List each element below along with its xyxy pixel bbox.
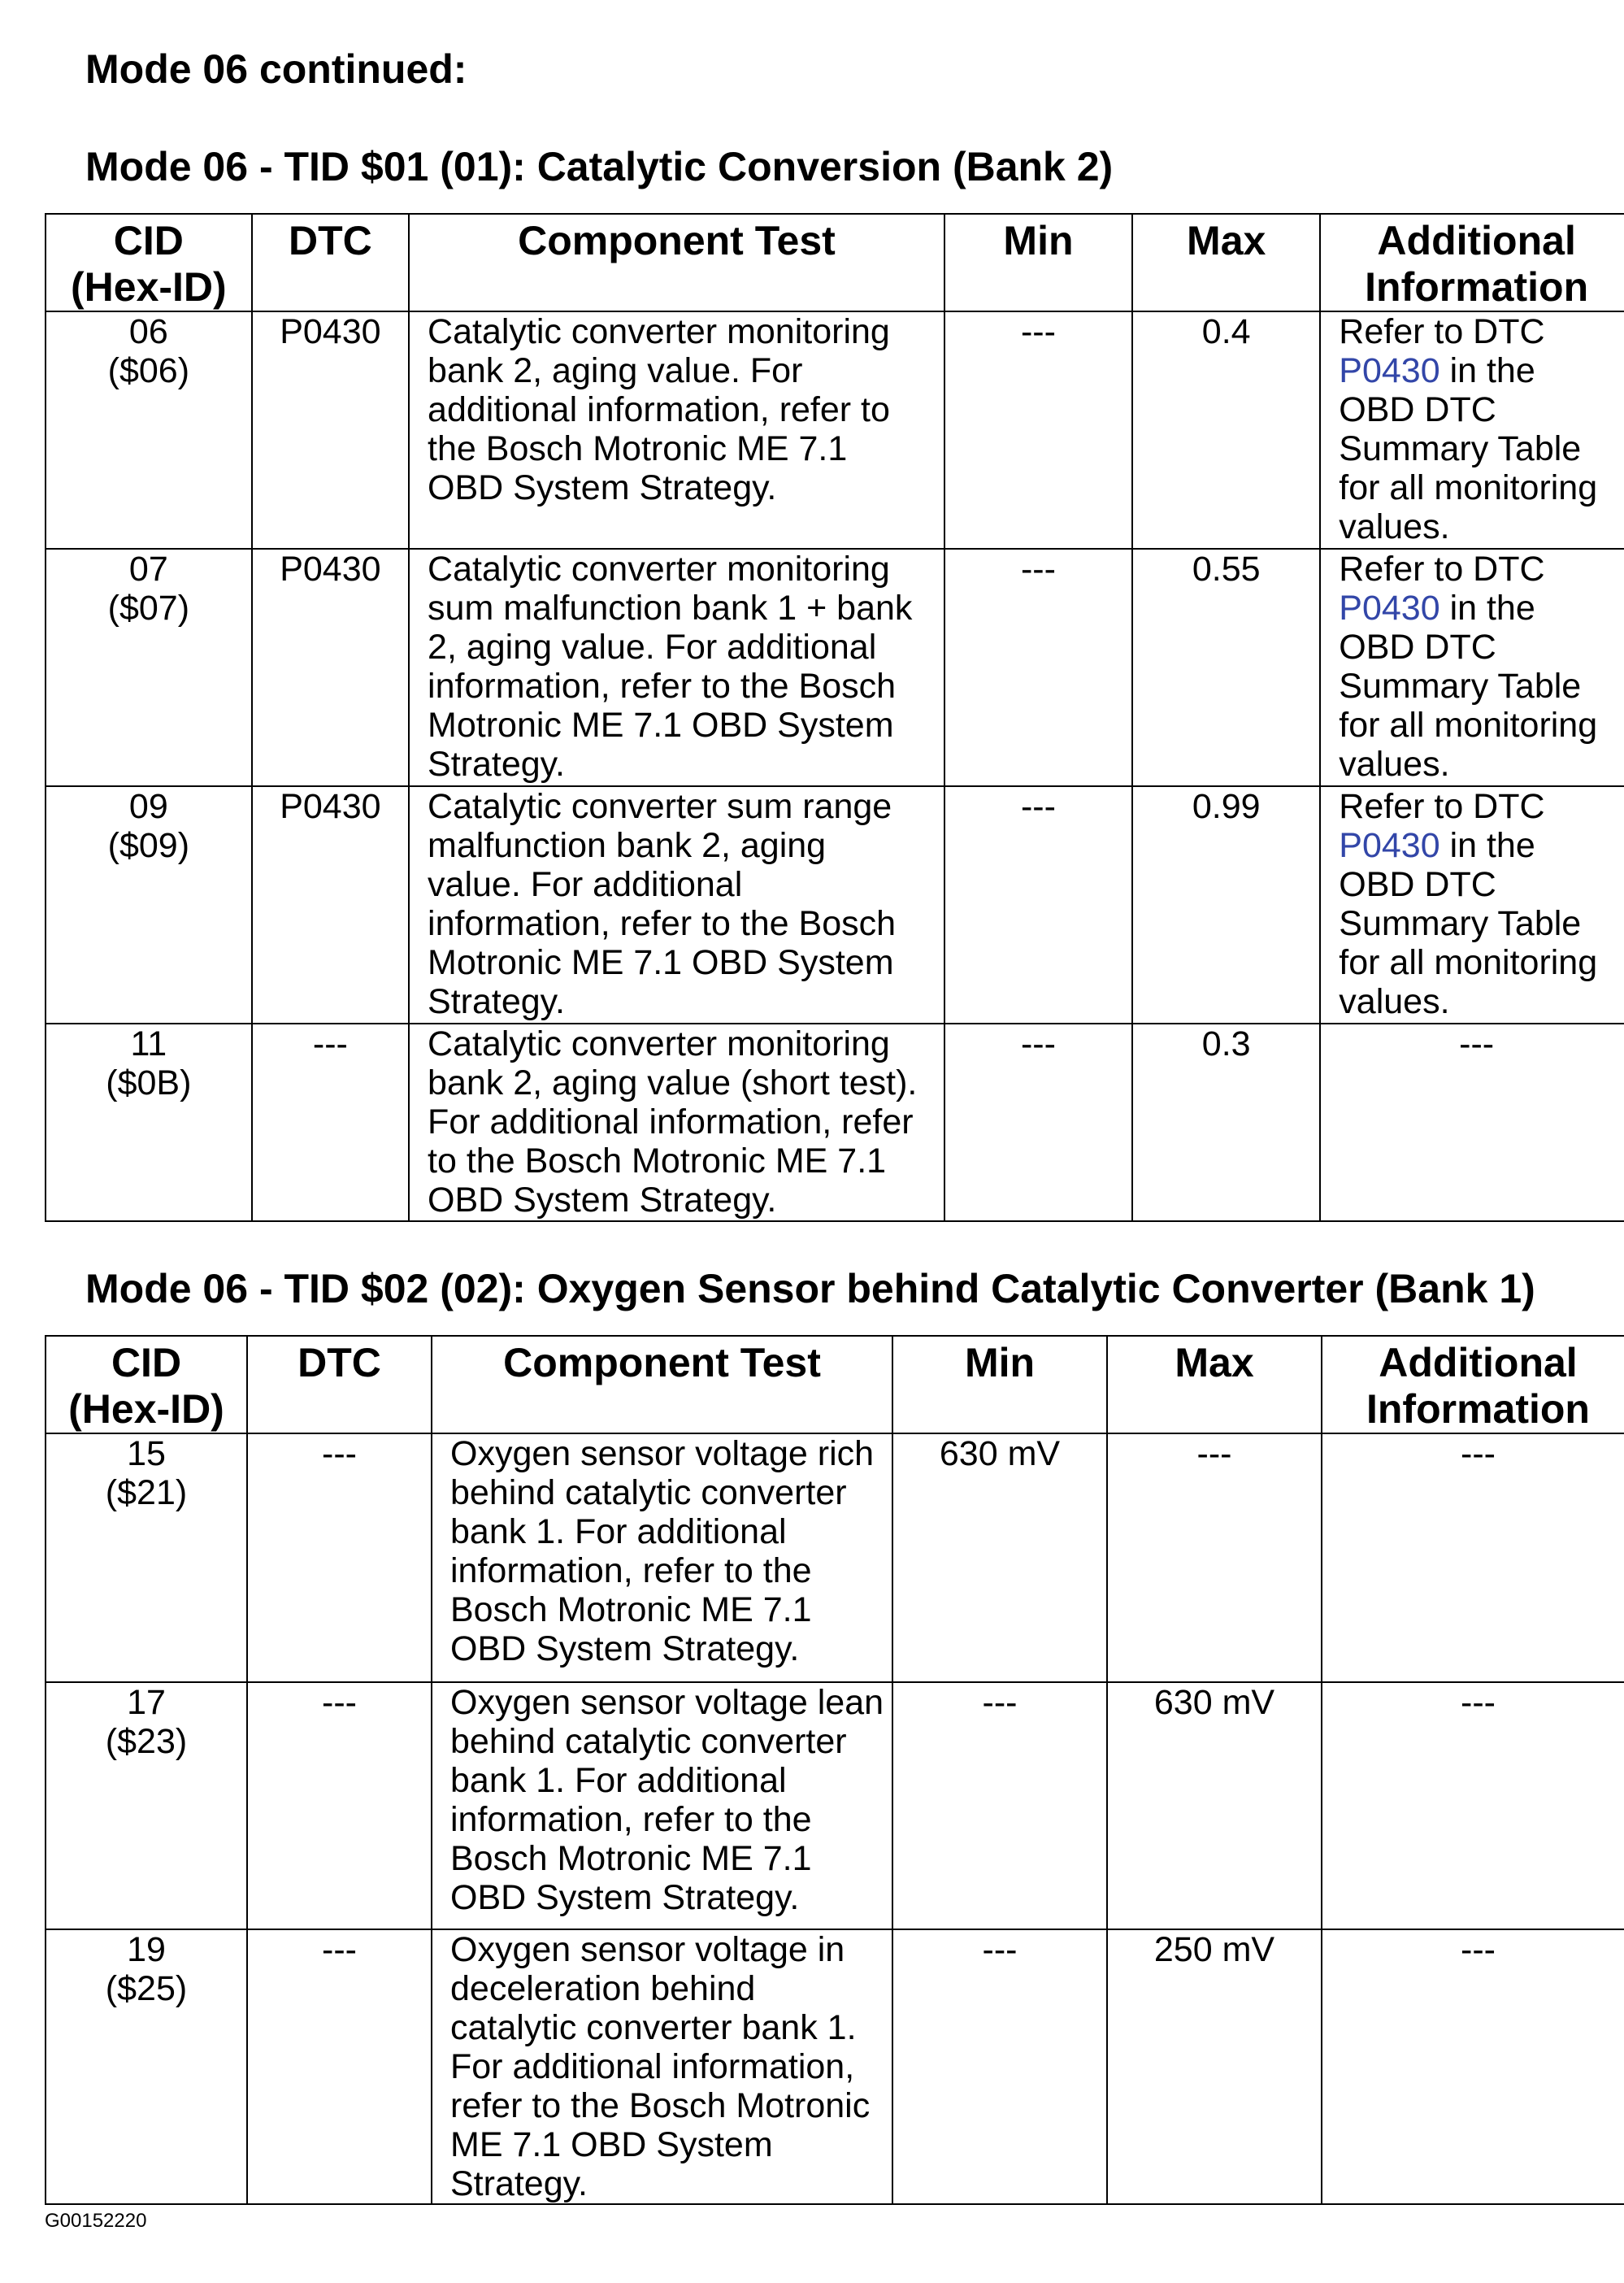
min-cell: 630 mV bbox=[892, 1433, 1107, 1682]
cid-cell: 06 ($06) bbox=[46, 311, 252, 549]
cid-cell: 09 ($09) bbox=[46, 786, 252, 1024]
min-cell: --- bbox=[944, 549, 1132, 786]
additional-info-cell: --- bbox=[1322, 1433, 1624, 1682]
min-cell: --- bbox=[892, 1929, 1107, 2204]
additional-info-cell: --- bbox=[1320, 1024, 1624, 1221]
component-test-cell: Catalytic converter monitoring bank 2, aging value (short test). For additional information, refer to the Bosch Motronic ME 7.1 OBD System Strategy. bbox=[409, 1024, 944, 1221]
catalytic-conversion-table bbox=[45, 213, 1624, 1222]
max-cell: 0.99 bbox=[1132, 786, 1320, 1024]
max-cell: --- bbox=[1107, 1433, 1322, 1682]
dtc-cell: --- bbox=[247, 1682, 432, 1929]
dtc-cell: P0430 bbox=[252, 786, 409, 1024]
dtc-cell: --- bbox=[252, 1024, 409, 1221]
cid-cell: 19 ($25) bbox=[46, 1929, 247, 2204]
max-cell: 0.4 bbox=[1132, 311, 1320, 549]
dtc-cell: --- bbox=[247, 1929, 432, 2204]
header-component-test: Component Test bbox=[409, 214, 944, 311]
cid-cell: 17 ($23) bbox=[46, 1682, 247, 1929]
header-additional-information: Additional Information bbox=[1320, 214, 1624, 311]
additional-info-cell: Refer to DTC P0430 in the OBD DTC Summary Table for all monitoring values. bbox=[1320, 786, 1624, 1024]
table-header-row bbox=[46, 214, 1624, 311]
table-header-row bbox=[46, 1336, 1624, 1433]
table-row bbox=[46, 786, 1624, 1024]
dtc-p0430-link[interactable]: P0430 bbox=[1339, 826, 1440, 865]
table-row bbox=[46, 549, 1624, 786]
max-cell: 0.3 bbox=[1132, 1024, 1320, 1221]
additional-info-cell: --- bbox=[1322, 1682, 1624, 1929]
header-dtc: DTC bbox=[247, 1336, 432, 1433]
component-test-cell: Oxygen sensor voltage in deceleration behind catalytic converter bank 1. For additional information, refer to the Bosch Motronic ME 7.1 OBD System Strategy. bbox=[432, 1929, 892, 2204]
max-cell: 0.55 bbox=[1132, 549, 1320, 786]
additional-info-cell: Refer to DTC P0430 in the OBD DTC Summary Table for all monitoring values. bbox=[1320, 311, 1624, 549]
header-additional-information: Additional Information bbox=[1322, 1336, 1624, 1433]
component-test-cell: Oxygen sensor voltage rich behind catalytic converter bank 1. For additional information, refer to the Bosch Motronic ME 7.1 OBD System Strategy. bbox=[432, 1433, 892, 1682]
min-cell: --- bbox=[892, 1682, 1107, 1929]
additional-info-cell: Refer to DTC P0430 in the OBD DTC Summary Table for all monitoring values. bbox=[1320, 549, 1624, 786]
dtc-p0430-link[interactable]: P0430 bbox=[1339, 351, 1440, 390]
table-1-title: Mode 06 - TID $01 (01): Catalytic Conversion (Bank 2) bbox=[85, 144, 1114, 189]
header-max: Max bbox=[1107, 1336, 1322, 1433]
header-min: Min bbox=[944, 214, 1132, 311]
table-row bbox=[46, 1024, 1624, 1221]
dtc-cell: P0430 bbox=[252, 311, 409, 549]
page-heading: Mode 06 continued: bbox=[85, 46, 467, 92]
dtc-cell: --- bbox=[247, 1433, 432, 1682]
max-cell: 630 mV bbox=[1107, 1682, 1322, 1929]
cid-cell: 07 ($07) bbox=[46, 549, 252, 786]
additional-info-cell: --- bbox=[1322, 1929, 1624, 2204]
figure-id: G00152220 bbox=[45, 2210, 147, 2232]
header-min: Min bbox=[892, 1336, 1107, 1433]
cid-cell: 15 ($21) bbox=[46, 1433, 247, 1682]
header-component-test: Component Test bbox=[432, 1336, 892, 1433]
table-2-title: Mode 06 - TID $02 (02): Oxygen Sensor behind Catalytic Converter (Bank 1) bbox=[85, 1266, 1535, 1311]
dtc-p0430-link[interactable]: P0430 bbox=[1339, 589, 1440, 628]
header-max: Max bbox=[1132, 214, 1320, 311]
min-cell: --- bbox=[944, 786, 1132, 1024]
component-test-cell: Catalytic converter monitoring sum malfunction bank 1 + bank 2, aging value. For additional information, refer to the Bosch Motronic ME 7.1 OBD System Strategy. bbox=[409, 549, 944, 786]
component-test-cell: Catalytic converter monitoring bank 2, aging value. For additional information, refer to the Bosch Motronic ME 7.1 OBD System Strategy. bbox=[409, 311, 944, 549]
oxygen-sensor-table bbox=[45, 1335, 1624, 2205]
max-cell: 250 mV bbox=[1107, 1929, 1322, 2204]
component-test-cell: Catalytic converter sum range malfunction bank 2, aging value. For additional information, refer to the Bosch Motronic ME 7.1 OBD System Strategy. bbox=[409, 786, 944, 1024]
header-cid: CID (Hex-ID) bbox=[46, 214, 252, 311]
min-cell: --- bbox=[944, 311, 1132, 549]
table-row bbox=[46, 311, 1624, 549]
table-row bbox=[46, 1433, 1624, 1682]
component-test-cell: Oxygen sensor voltage lean behind catalytic converter bank 1. For additional information, refer to the Bosch Motronic ME 7.1 OBD System Strategy. bbox=[432, 1682, 892, 1929]
header-cid: CID (Hex-ID) bbox=[46, 1336, 247, 1433]
min-cell: --- bbox=[944, 1024, 1132, 1221]
cid-cell: 11 ($0B) bbox=[46, 1024, 252, 1221]
dtc-cell: P0430 bbox=[252, 549, 409, 786]
table-row bbox=[46, 1929, 1624, 2204]
table-row bbox=[46, 1682, 1624, 1929]
header-dtc: DTC bbox=[252, 214, 409, 311]
